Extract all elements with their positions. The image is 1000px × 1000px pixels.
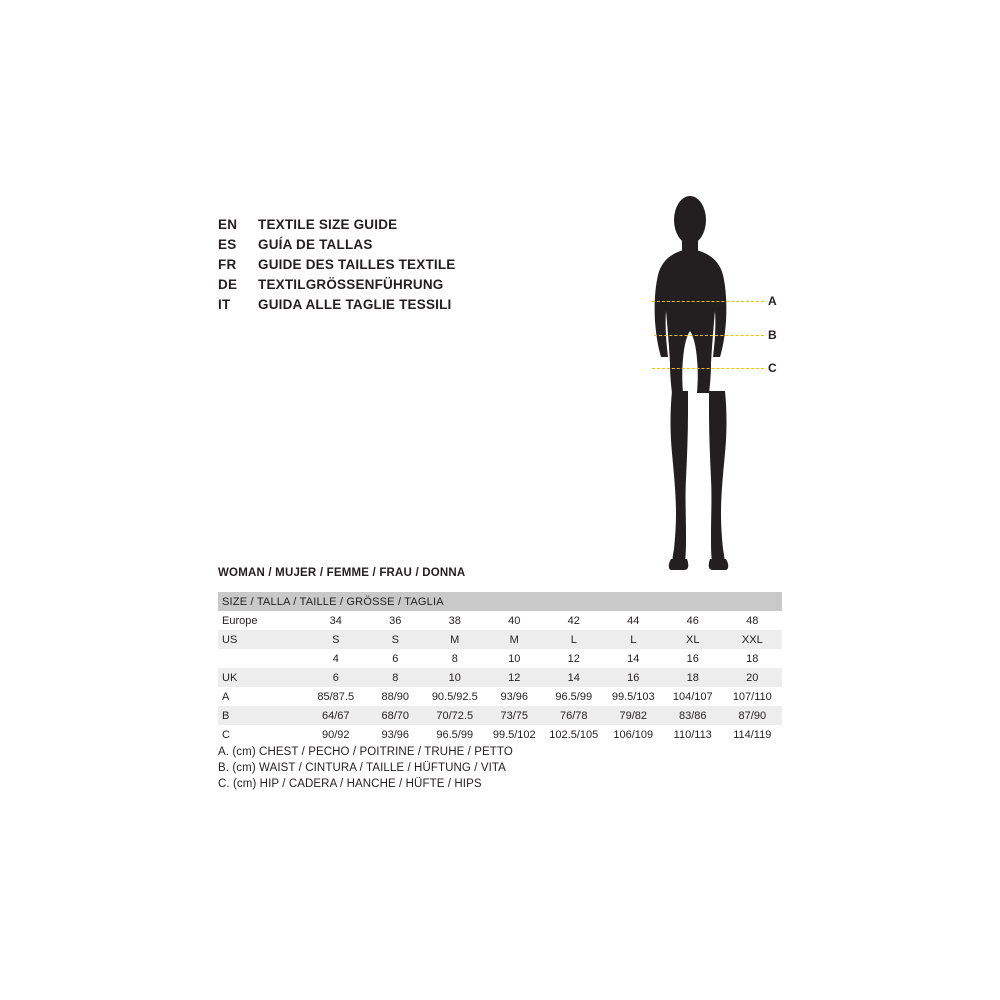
cell: 38 xyxy=(425,611,485,630)
cell: 99.5/103 xyxy=(604,687,664,706)
language-code-en: EN xyxy=(218,217,238,232)
cell: 20 xyxy=(723,668,783,687)
cell: 10 xyxy=(485,649,545,668)
cell: 88/90 xyxy=(366,687,426,706)
measure-label-a: A xyxy=(768,294,777,308)
cell: XXL xyxy=(723,630,783,649)
title-text-fr: GUIDE DES TAILLES TEXTILE xyxy=(258,257,456,272)
table-row xyxy=(218,649,782,668)
cell: 44 xyxy=(604,611,664,630)
cell: 34 xyxy=(306,611,366,630)
cell: 14 xyxy=(544,668,604,687)
table-row xyxy=(218,725,782,744)
cell: 90/92 xyxy=(306,725,366,744)
language-code-it: IT xyxy=(218,297,231,312)
measure-line-a xyxy=(652,301,764,302)
cell: 104/107 xyxy=(663,687,723,706)
measure-line-b xyxy=(654,335,764,336)
table-row xyxy=(218,706,782,725)
title-text-it: GUIDA ALLE TAGLIE TESSILI xyxy=(258,297,452,312)
cell: 96.5/99 xyxy=(544,687,604,706)
cell: S xyxy=(366,630,426,649)
cell: 96.5/99 xyxy=(425,725,485,744)
row-label-a: A xyxy=(218,687,306,706)
cell: 106/109 xyxy=(604,725,664,744)
title-row-it xyxy=(218,295,578,315)
cell: XL xyxy=(663,630,723,649)
language-code-es: ES xyxy=(218,237,237,252)
legend-line-c: C. (cm) HIP / CADERA / HANCHE / HÜFTE / HIPS xyxy=(218,778,482,790)
cell: 18 xyxy=(723,649,783,668)
cell: 73/75 xyxy=(485,706,545,725)
cell: 107/110 xyxy=(723,687,783,706)
row-label-b: B xyxy=(218,706,306,725)
cell: 12 xyxy=(544,649,604,668)
row-label-c: C xyxy=(218,725,306,744)
cell: 14 xyxy=(604,649,664,668)
cell: 110/113 xyxy=(663,725,723,744)
cell: 114/119 xyxy=(723,725,783,744)
language-code-fr: FR xyxy=(218,257,237,272)
cell: M xyxy=(425,630,485,649)
legend-line-b: B. (cm) WAIST / CINTURA / TAILLE / HÜFTUNG / VITA xyxy=(218,762,506,774)
cell: 85/87.5 xyxy=(306,687,366,706)
cell: 40 xyxy=(485,611,545,630)
size-table xyxy=(218,592,782,744)
cell: 48 xyxy=(723,611,783,630)
table-caption: WOMAN / MUJER / FEMME / FRAU / DONNA xyxy=(218,567,466,579)
title-row-es xyxy=(218,235,578,255)
cell: 68/70 xyxy=(366,706,426,725)
table-row xyxy=(218,611,782,630)
row-label-us-numeric xyxy=(218,649,306,668)
measurement-legend xyxy=(218,744,513,792)
cell: 87/90 xyxy=(723,706,783,725)
cell: 4 xyxy=(306,649,366,668)
language-code-de: DE xyxy=(218,277,238,292)
cell: 93/96 xyxy=(485,687,545,706)
cell: 36 xyxy=(366,611,426,630)
cell: 8 xyxy=(366,668,426,687)
cell: 42 xyxy=(544,611,604,630)
cell: 18 xyxy=(663,668,723,687)
table-header-row xyxy=(218,592,782,611)
cell: L xyxy=(604,630,664,649)
cell: S xyxy=(306,630,366,649)
cell: L xyxy=(544,630,604,649)
cell: 83/86 xyxy=(663,706,723,725)
table-row xyxy=(218,687,782,706)
cell: 93/96 xyxy=(366,725,426,744)
cell: 16 xyxy=(663,649,723,668)
table-row xyxy=(218,668,782,687)
size-table-wrap xyxy=(218,592,782,744)
cell: 8 xyxy=(425,649,485,668)
cell: 70/72.5 xyxy=(425,706,485,725)
cell: 10 xyxy=(425,668,485,687)
title-row-de xyxy=(218,275,578,295)
cell: 79/82 xyxy=(604,706,664,725)
woman-silhouette-icon xyxy=(630,195,790,585)
title-row-fr xyxy=(218,255,578,275)
row-label-uk: UK xyxy=(218,668,306,687)
legend-line-a: A. (cm) CHEST / PECHO / POITRINE / TRUHE / PETTO xyxy=(218,746,513,758)
cell: 99.5/102 xyxy=(485,725,545,744)
row-label-us: US xyxy=(218,630,306,649)
cell: 46 xyxy=(663,611,723,630)
table-header-label: SIZE / TALLA / TAILLE / GRÖSSE / TAGLIA xyxy=(218,592,782,611)
title-text-en: TEXTILE SIZE GUIDE xyxy=(258,217,398,232)
title-text-es: GUÍA DE TALLAS xyxy=(258,237,373,252)
row-label-europe: Europe xyxy=(218,611,306,630)
title-block xyxy=(218,215,578,315)
title-row-en xyxy=(218,215,578,235)
female-silhouette-figure xyxy=(630,195,790,585)
cell: M xyxy=(485,630,545,649)
cell: 90.5/92.5 xyxy=(425,687,485,706)
cell: 6 xyxy=(306,668,366,687)
table-row xyxy=(218,630,782,649)
cell: 76/78 xyxy=(544,706,604,725)
measure-line-c xyxy=(652,368,764,369)
cell: 64/67 xyxy=(306,706,366,725)
cell: 16 xyxy=(604,668,664,687)
cell: 102.5/105 xyxy=(544,725,604,744)
title-text-de: TEXTILGRÖSSENFÜHRUNG xyxy=(258,277,444,292)
cell: 12 xyxy=(485,668,545,687)
measure-label-c: C xyxy=(768,361,777,375)
measure-label-b: B xyxy=(768,328,777,342)
cell: 6 xyxy=(366,649,426,668)
